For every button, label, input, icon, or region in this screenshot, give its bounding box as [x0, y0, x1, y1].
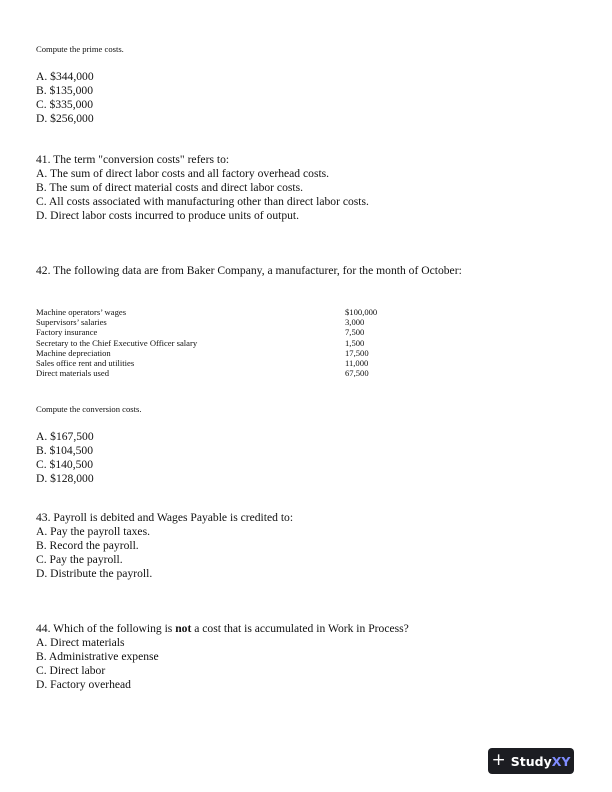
row-label: Supervisors’ salaries — [36, 317, 107, 328]
choice-d: D. Distribute the payroll. — [36, 567, 153, 580]
row-amount: 1,500 — [345, 337, 365, 348]
question-41-stem: 41. The term "conversion costs" refers to: — [36, 153, 230, 166]
choice-d: D. Factory overhead — [36, 678, 131, 691]
plus-icon: + — [491, 749, 506, 770]
row-amount: 17,500 — [345, 347, 369, 358]
choice-b: B. Administrative expense — [36, 650, 159, 663]
table-row — [36, 368, 416, 378]
row-amount: 7,500 — [345, 327, 365, 338]
table-row — [36, 338, 416, 348]
row-label: Machine depreciation — [36, 347, 111, 358]
choice-b: B. Record the payroll. — [36, 539, 139, 552]
studyxy-logo[interactable] — [488, 748, 574, 774]
row-label: Machine operators’ wages — [36, 307, 127, 317]
stem-part: a cost that is accumulated in Work in Process? — [191, 622, 409, 635]
logo-text-main: Study — [510, 753, 552, 769]
table-row — [36, 317, 416, 327]
row-label: Direct materials used — [36, 368, 110, 379]
stem-part: 44. Which of the following is — [36, 622, 176, 635]
logo-text-accent: XY — [551, 753, 571, 769]
table-row — [36, 307, 416, 317]
question-42-prompt: Compute the conversion costs. — [36, 404, 142, 414]
prime-costs-choices — [36, 70, 94, 126]
choice-c: C. $140,500 — [36, 458, 94, 471]
row-amount: $100,000 — [345, 307, 378, 317]
question-41 — [36, 153, 369, 223]
question-44 — [36, 622, 409, 692]
row-label: Secretary to the Chief Executive Officer salary — [36, 337, 198, 348]
cost-data-table — [36, 307, 416, 378]
question-42-stem: 42. The following data are from Baker Company, a manufacturer, for the month of October: — [36, 264, 462, 277]
choice-a: A. $344,000 — [36, 70, 94, 83]
choice-c: C. All costs associated with manufacturing other than direct labor costs. — [36, 195, 369, 208]
choice-a: A. Pay the payroll taxes. — [36, 525, 150, 538]
table-row — [36, 348, 416, 358]
question-43-stem: 43. Payroll is debited and Wages Payable is credited to: — [36, 511, 294, 524]
choice-a: A. Direct materials — [36, 636, 125, 649]
question-43 — [36, 511, 293, 581]
row-amount: 11,000 — [345, 358, 369, 369]
stem-emphasis: not — [175, 622, 192, 635]
choice-c: C. Pay the payroll. — [36, 553, 123, 566]
row-amount: 3,000 — [345, 317, 365, 328]
prime-costs-prompt: Compute the prime costs. — [36, 44, 124, 54]
row-label: Sales office rent and utilities — [36, 358, 135, 369]
choice-c: C. Direct labor — [36, 664, 106, 677]
choice-b: B. $135,000 — [36, 84, 94, 97]
choice-c: C. $335,000 — [36, 98, 94, 111]
table-row — [36, 327, 416, 337]
choice-b: B. $104,500 — [36, 444, 94, 457]
choice-d: D. Direct labor costs incurred to produce units of output. — [36, 209, 300, 222]
table-row — [36, 358, 416, 368]
choice-d: D. $256,000 — [36, 112, 94, 125]
choice-a: A. $167,500 — [36, 430, 94, 443]
logo-text — [511, 754, 571, 769]
row-label: Factory insurance — [36, 327, 98, 338]
question-44-stem — [36, 622, 409, 636]
question-42-choices — [36, 430, 94, 486]
choice-a: A. The sum of direct labor costs and all factory overhead costs. — [36, 167, 330, 180]
choice-b: B. The sum of direct material costs and direct labor costs. — [36, 181, 304, 194]
row-amount: 67,500 — [345, 368, 369, 379]
choice-d: D. $128,000 — [36, 472, 94, 485]
